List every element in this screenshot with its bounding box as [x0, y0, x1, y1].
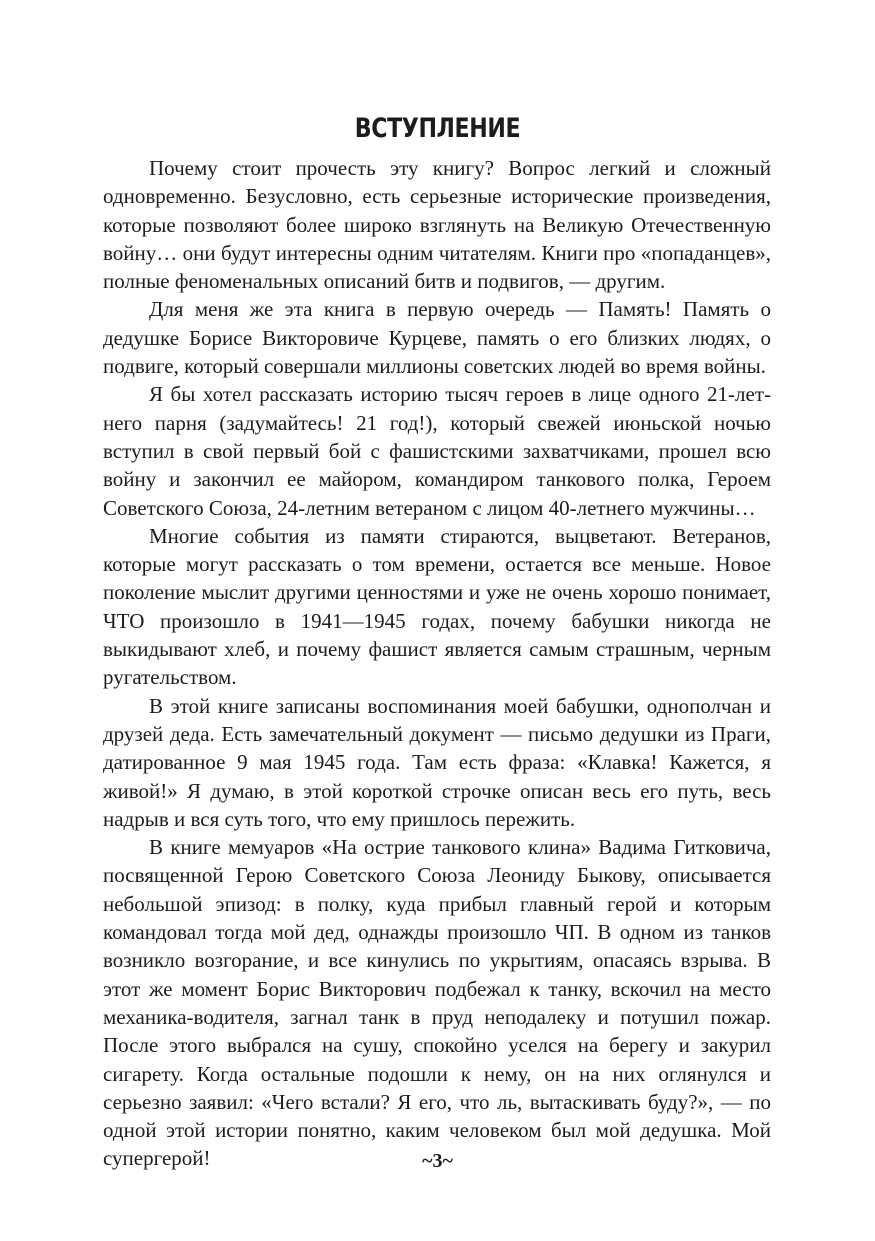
paragraph: Для меня же эта книга в первую очередь — Память! Память о дедушке Борисе Викторовиче Курцеве, память о его близких людях, о подвиге, который совершали миллионы советских людей во время войны.	[103, 297, 771, 379]
paragraph: Почему стоит прочесть эту книгу? Вопрос легкий и сложный одновременно. Безусловно, есть серьезные исторические произведения, которые позволяют более широко взглянуть на Великую Отечественную войну… они будут интересны одним читателям. Книги про «попаданцев», полные феноменальных описаний битв и подвигов, — другим.	[103, 156, 771, 294]
page-number: ~3~	[422, 1150, 453, 1172]
paragraph: Многие события из памяти стираются, выцветают. Ветеранов, которые могут рассказать о том времени, остается все меньше. Новое поколение мыслит другими ценностями и уже не очень хорошо понимает, ЧТО произошло в 1941—1945 годах, почему бабушки никогда не выкидывают хлеб, и почему фашист является самым страшным, черным ругательством.	[103, 523, 771, 690]
chapter-title: ВСТУПЛЕНИЕ	[354, 113, 521, 145]
paragraph: В книге мемуаров «На острие танкового клина» Вадима Гитковича, посвященной Герою Советского Союза Леониду Быкову, описывается небольшой эпизод: в полку, куда прибыл главный герой и которым командовал тогда мой дед, однажды произошло ЧП. В одном из танков возникло возгорание, и все кинулись по укрытиям, опасаясь взрыва. В этот же момент Борис Викторович подбежал к танку, вскочил на место механика-водителя, загнал танк в пруд неподалеку и потушил пожар. После этого выбрался на сушу, спокойно уселся на берегу и закурил сигарету. Когда остальные подошли к нему, он на них оглянулся и серьезно заявил: «Чего встали? Я его, что ль, вытаскивать буду?», — по одной этой истории понятно, каким человеком был мой дедушка. Мой супергерой!	[103, 835, 771, 1171]
paragraph: Я бы хотел рассказать историю тысяч героев в лице одного 21-летнего парня (задумайтесь! 21 год!), который свежей июньской ночью вступил в свой первый бой с фашистскими захватчиками, прошел всю войну и закончил ее майором, командиром танкового полка, Героем Советского Союза, 24-летним ветераном с лицом 40-летнего мужчины…	[103, 382, 771, 520]
paragraph: В этой книге записаны воспоминания моей бабушки, однополчан и друзей деда. Есть замечательный документ — письмо дедушки из Праги, датированное 9 мая 1945 года. Там есть фраза: «Клавка! Кажется, я живой!» Я думаю, в этой короткой строчке описан весь его путь, весь надрыв и вся суть того, что ему пришлось пережить.	[103, 693, 771, 831]
chapter-body	[103, 154, 771, 1173]
